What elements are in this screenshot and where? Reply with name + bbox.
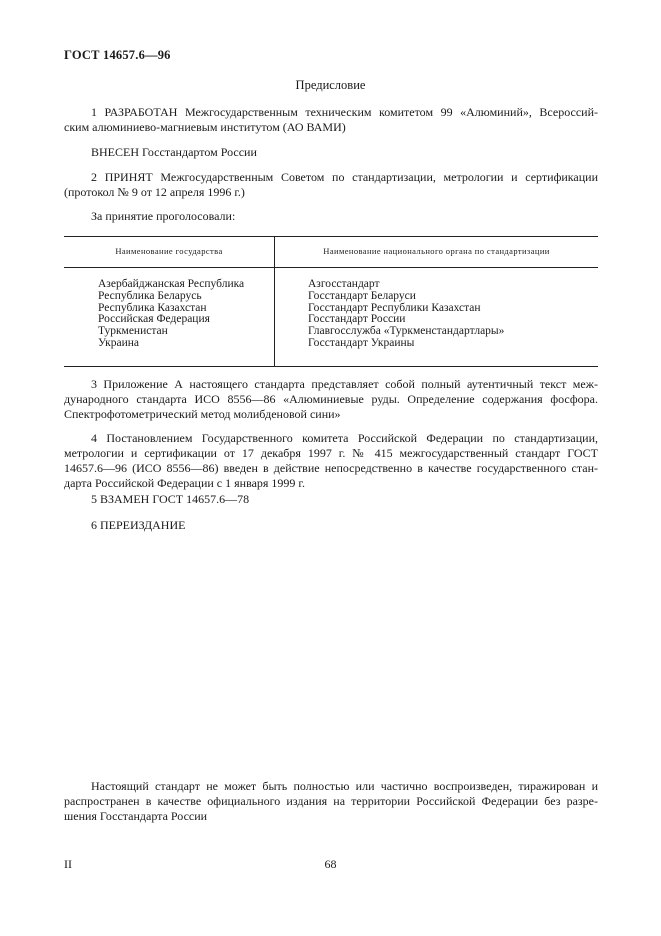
section-4-line: дарта Российской Федерации с 1 января 1999 г.: [64, 476, 305, 490]
table-cell-body: Госстандарт Республики Казахстан: [308, 301, 481, 314]
table-cell-state: Российская Федерация: [98, 313, 210, 326]
table-header-body: Наименование национального органа по стандартизации: [323, 246, 550, 256]
notice-line: распространен в качестве официального издания на территории Российской Федерации без разре-: [64, 794, 598, 808]
section-5-paragraph: 5 ВЗАМЕН ГОСТ 14657.6—78: [91, 492, 250, 506]
table-cell-body: Госстандарт Украины: [308, 336, 415, 349]
roman-page-number: II: [64, 857, 72, 871]
table-cell-body: Госстандарт России: [308, 313, 406, 326]
section-2-line: 2 ПРИНЯТ Межгосударственным Советом по стандартизации, метрологии и сертификации: [91, 170, 598, 184]
table-cell-state: Туркменистан: [98, 325, 168, 338]
foreword-title: Предисловие: [295, 78, 366, 92]
section-4-line: метрологии и сертификации от 17 декабря 1997 г. № 415 межгосударственный стандарт ГОСТ: [64, 446, 598, 460]
member-states-table: [64, 236, 598, 367]
gost-code: ГОСТ 14657.6—96: [64, 48, 171, 62]
section-1-line: ским алюминиево-магниевым институтом (АО ВАМИ): [64, 120, 346, 134]
section-3-paragraph: [64, 377, 598, 422]
section-4-paragraph: [64, 431, 598, 491]
page-number: 68: [324, 857, 337, 871]
table-header-row: [64, 237, 598, 268]
table-cell-body: Госстандарт Беларуси: [308, 289, 416, 302]
section-1-line: 1 РАЗРАБОТАН Межгосударственным техническим комитетом 99 «Алюминий», Всероссий-: [91, 105, 598, 119]
table-cell-body: Азгосстандарт: [308, 278, 380, 290]
copyright-notice: [64, 779, 598, 824]
table-cell-state: Республика Казахстан: [98, 301, 207, 314]
table-header-state: Наименование государства: [115, 246, 223, 256]
voted-paragraph: За принятие проголосовали:: [91, 209, 236, 223]
table-cell-body: Главгосслужба «Туркменстандартлары»: [308, 325, 505, 338]
section-2-line: (протокол № 9 от 12 апреля 1996 г.): [64, 185, 245, 199]
notice-line: шения Госстандарта России: [64, 809, 208, 823]
section-2-paragraph: [64, 170, 598, 200]
section-3-line: Спектрофотометрический метод молибденовой сини»: [64, 407, 341, 421]
table-column-divider: [274, 237, 275, 366]
table-column-states: [98, 279, 244, 350]
section-1-paragraph: [64, 105, 598, 135]
table-column-bodies: [308, 279, 504, 350]
section-4-line: 4 Постановлением Государственного комитета Российской Федерации по стандартизации,: [91, 431, 598, 445]
section-6-paragraph: 6 ПЕРЕИЗДАНИЕ: [91, 518, 186, 532]
section-3-line: 3 Приложение А настоящего стандарта представляет собой полный аутентичный текст меж-: [91, 377, 598, 391]
section-3-line: дународного стандарта ИСО 8556—86 «Алюминиевые руды. Определение содержания фосфора.: [64, 392, 598, 406]
table-cell-state: Азербайджанская Республика: [98, 278, 245, 290]
table-cell-state: Украина: [98, 336, 139, 349]
section-4-line: 14657.6—96 (ИСО 8556—86) введен в действие непосредственно в качестве государственного стан-: [64, 461, 598, 475]
vnesen-paragraph: ВНЕСЕН Госстандартом России: [91, 145, 257, 159]
notice-line: Настоящий стандарт не может быть полностью или частично воспроизведен, тиражирован и: [91, 779, 598, 793]
table-cell-state: Республика Беларусь: [98, 289, 202, 302]
